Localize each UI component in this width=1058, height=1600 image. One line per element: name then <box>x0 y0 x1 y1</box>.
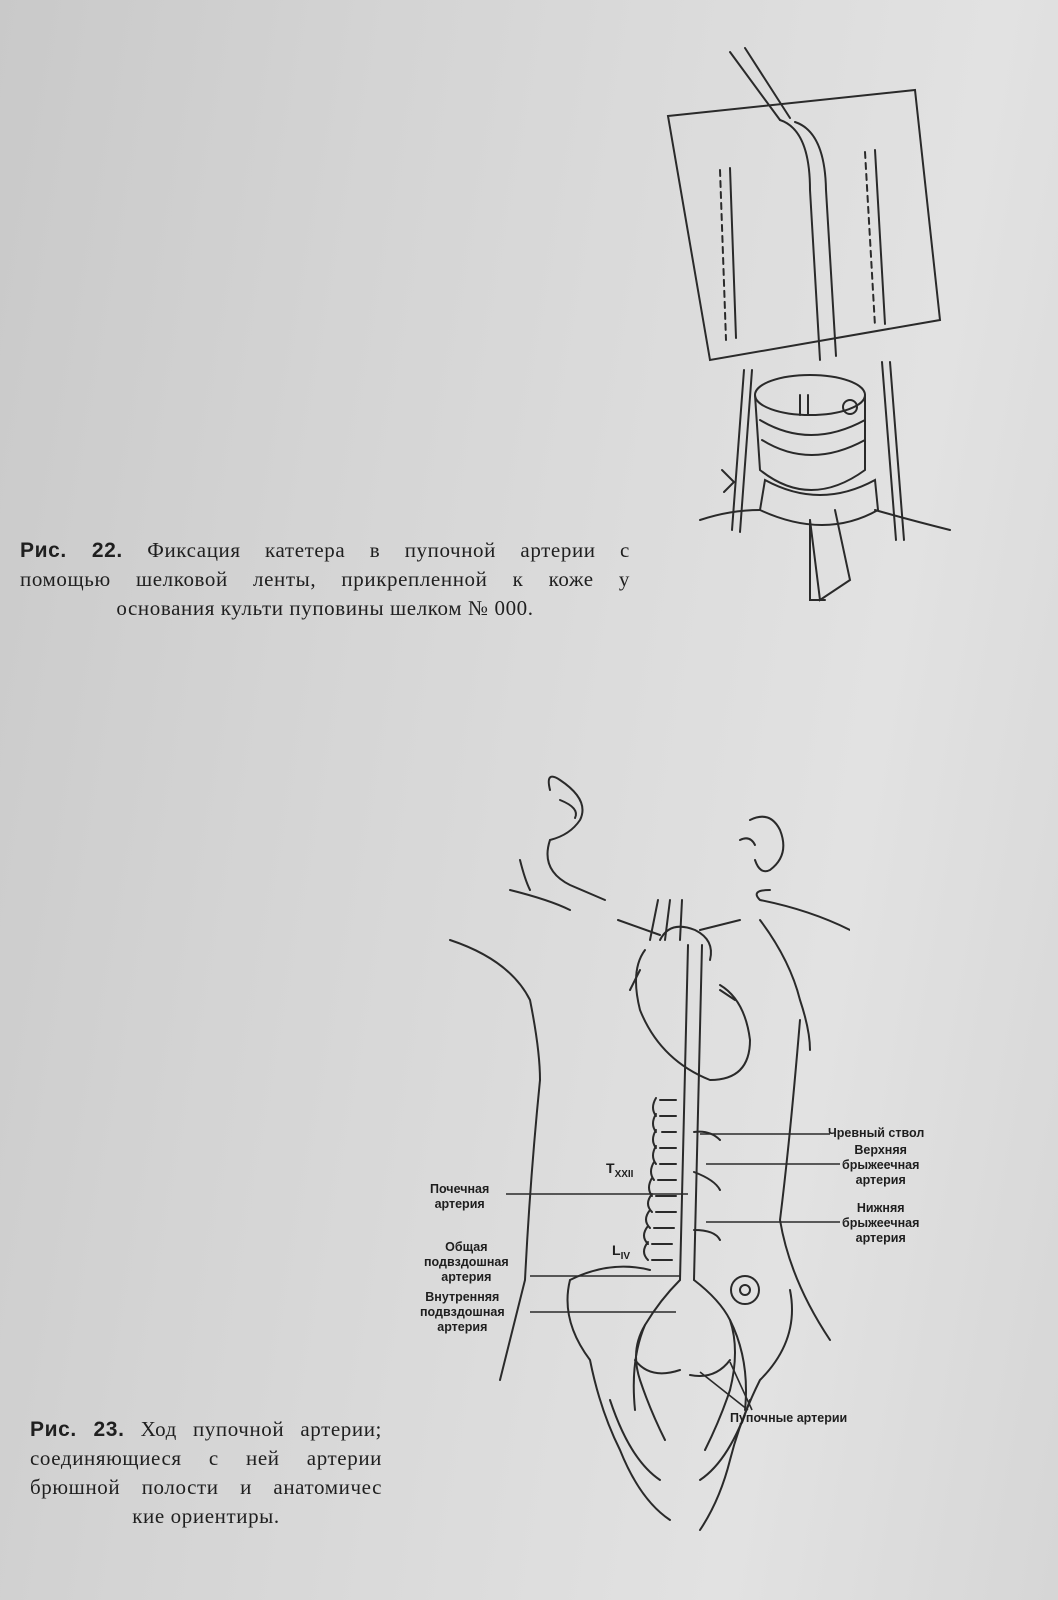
figure-22-illustration <box>660 40 960 620</box>
figure-22-caption <box>20 536 630 623</box>
caption-line: основания культи пуповины шелком № 000. <box>116 596 534 620</box>
vertebra-label-t12: $T_{XXII}$ <box>606 1160 634 1180</box>
label-internal-iliac-artery: Внутренняя подвздошная артерия <box>420 1290 505 1334</box>
label-umbilical-arteries: Пупочные артерии <box>730 1411 848 1425</box>
caption-line: кие ориентиры. <box>132 1504 280 1528</box>
figure-23-label: Рис. 23. <box>30 1418 125 1441</box>
label-renal-artery: Почечная артерия <box>430 1182 490 1211</box>
label-celiac-trunk: Чревный ствол <box>828 1126 925 1140</box>
caption-line: соединяющиеся с ней артерии <box>30 1446 382 1470</box>
caption-line: брюшной полости и анатомичес <box>30 1475 382 1499</box>
figure-22-label: Рис. 22. <box>20 539 123 562</box>
label-inferior-mesenteric-artery: Нижняя брыжеечная артерия <box>842 1201 920 1245</box>
label-superior-mesenteric-artery: Верхняя брыжеечная артерия <box>842 1143 920 1187</box>
caption-line: помощью шелковой ленты, прикрепленной к коже у <box>20 567 630 591</box>
label-common-iliac-artery: Общая подвздошная артерия <box>424 1240 509 1284</box>
vertebra-label-l4: $L_{IV}$ <box>612 1242 631 1262</box>
caption-line: Ход пупочной артерии; <box>140 1417 382 1441</box>
figure-23-caption <box>30 1415 382 1531</box>
caption-line: Фиксация катетера в пупочной артерии с <box>147 538 630 562</box>
